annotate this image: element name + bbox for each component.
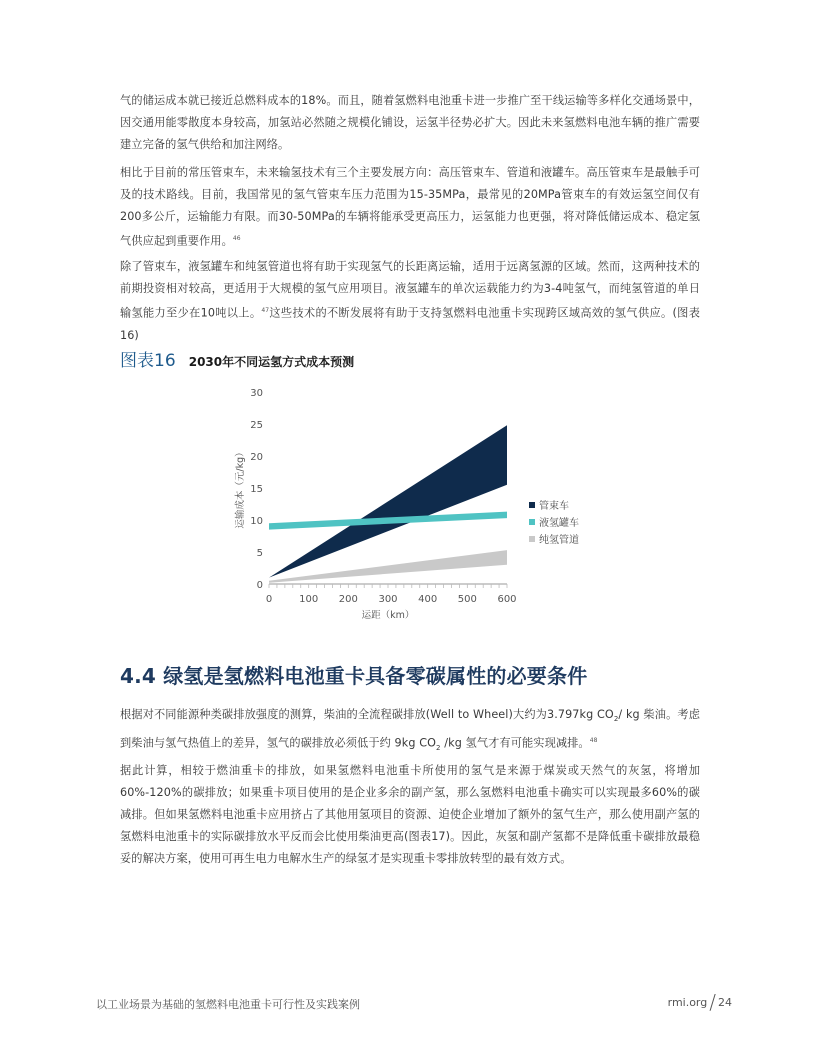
legend-label-2: 液氢罐车 — [539, 518, 579, 529]
y-tick-label: 25 — [250, 420, 263, 431]
legend-label-1: 管束车 — [539, 501, 569, 512]
x-axis-title: 运距（km） — [361, 610, 415, 621]
footnote-ref-47[interactable]: 47 — [261, 307, 270, 314]
co2-subscript: 2 — [613, 715, 619, 724]
x-tick-label: 200 — [338, 594, 358, 605]
footer-title: 以工业场景为基础的氢燃料电池重卡可行性及实践案例 — [96, 998, 360, 1011]
section-heading: 4.4 绿氢是氢燃料电池重卡具备零碳属性的必要条件 — [120, 664, 588, 688]
paragraph-4-text-c: /kg 氢气才有可能实现减排。 — [440, 736, 590, 750]
figure-label: 图表16 — [120, 351, 176, 371]
paragraph-4-text-a: 根据对不同能源种类碳排放强度的测算，柴油的全流程碳排放(Well to Wheel)大约为3.797kg CO — [120, 708, 614, 721]
x-tick-label: 500 — [457, 594, 477, 605]
footer-slash: / — [709, 990, 716, 1014]
x-tick-label: 0 — [265, 594, 273, 605]
co2-subscript: 2 — [436, 744, 441, 753]
y-tick-label: 10 — [250, 516, 263, 527]
legend-label-3: 纯氢管道 — [539, 535, 579, 546]
footer-site-link[interactable]: rmi.org — [667, 995, 708, 1009]
y-tick-label: 30 — [250, 388, 263, 399]
paragraph-4 — [120, 704, 700, 759]
footnote-ref-48[interactable]: 48 — [589, 737, 598, 745]
paragraph-5 — [120, 760, 700, 870]
y-tick-label: 15 — [250, 484, 263, 495]
legend-swatch-1 — [529, 502, 535, 508]
transport-cost-chart — [225, 378, 605, 628]
x-tick-label: 100 — [299, 594, 319, 605]
y-tick-label: 0 — [256, 580, 263, 591]
footnote-ref-46[interactable]: 46 — [232, 235, 241, 242]
paragraph-5-text: 据此计算，相较于燃油重卡的排放，如果氢燃料电池重卡所使用的氢气是来源于煤炭或天然气的灰氢，将增加60%-120%的碳排放；如果重卡项目使用的是企业多余的副产氢，那么氢燃料电池重卡确实可以实现最多60%的碳减排。但如果氢燃料电池重卡应用挤占了其他用氢项目的资源、迫使企业增加了额外的氢气生产，那么使用副产氢的氢燃料电池重卡的实际碳排放水平反而会比使用柴油更高(图表17)。因此，灰氢和副产氢都不是降低重卡碳排放最稳妥的解决方案，使用可再生电力电解水生产的绿氢才是实现重卡零排放转型的最有效方式。 — [120, 764, 700, 865]
paragraph-2 — [120, 162, 700, 253]
paragraph-4-text-b: / kg 柴油。考虑到柴油与氢气热值上的差异，氢气的碳排放必须低于约 9kg CO — [120, 708, 701, 750]
paragraph-3-tail: 这些技术的不断发展将有助于支持氢燃料电池重卡实现跨区域高效的氢气供应。(图表16) — [120, 306, 700, 342]
paragraph-1 — [120, 90, 700, 156]
page-number: 24 — [718, 995, 732, 1009]
paragraph-2-text: 相比于目前的常压管束车，未来输氢技术有三个主要发展方向：高压管束车、管道和液罐车。高压管束车是最触手可及的技术路线。目前，我国常见的氢气管束车压力范围为15-35MPa，最常见的20MPa管束车的有效运氢空间仅有200多公斤，运输能力有限。而30-50MPa的车辆将能承受更高压力，运氢能力也更强，将对降低储运成本、稳定氢气供应起到重要作用。 — [120, 166, 700, 248]
paragraph-3 — [120, 256, 700, 347]
footer-page-info — [668, 990, 732, 1014]
figure-caption — [120, 346, 354, 371]
paragraph-3-text: 除了管束车，液氢罐车和纯氢管道也将有助于实现氢气的长距离运输，适用于远离氢源的区域。然而，这两种技术的前期投资相对较高，更适用于大规模的氢气应用项目。液氢罐车的单次运载能力约为3-4吨氢气，而纯氢管道的单日输氢能力至少在10吨以上。 — [120, 260, 700, 320]
x-tick-label: 300 — [378, 594, 398, 605]
y-tick-label: 20 — [250, 452, 263, 463]
paragraph-1-text: 气的储运成本就已接近总燃料成本的18%。而且，随着氢燃料电池重卡进一步推广至干线运输等多样化交通场景中，因交通用能零散度本身较高，加氢站必然随之规模化铺设，运氢半径势必扩大。因此未来氢燃料电池车辆的推广需要建立完备的氢气供给和加注网络。 — [120, 94, 700, 151]
y-tick-label: 5 — [256, 548, 263, 559]
figure-title: 2030年不同运氢方式成本预测 — [188, 355, 355, 369]
x-tick-label: 400 — [418, 594, 438, 605]
y-axis-title: 运输成本（元/kg） — [235, 447, 246, 529]
x-tick-label: 600 — [497, 594, 517, 605]
legend-swatch-2 — [529, 519, 535, 525]
legend-swatch-3 — [529, 536, 535, 542]
